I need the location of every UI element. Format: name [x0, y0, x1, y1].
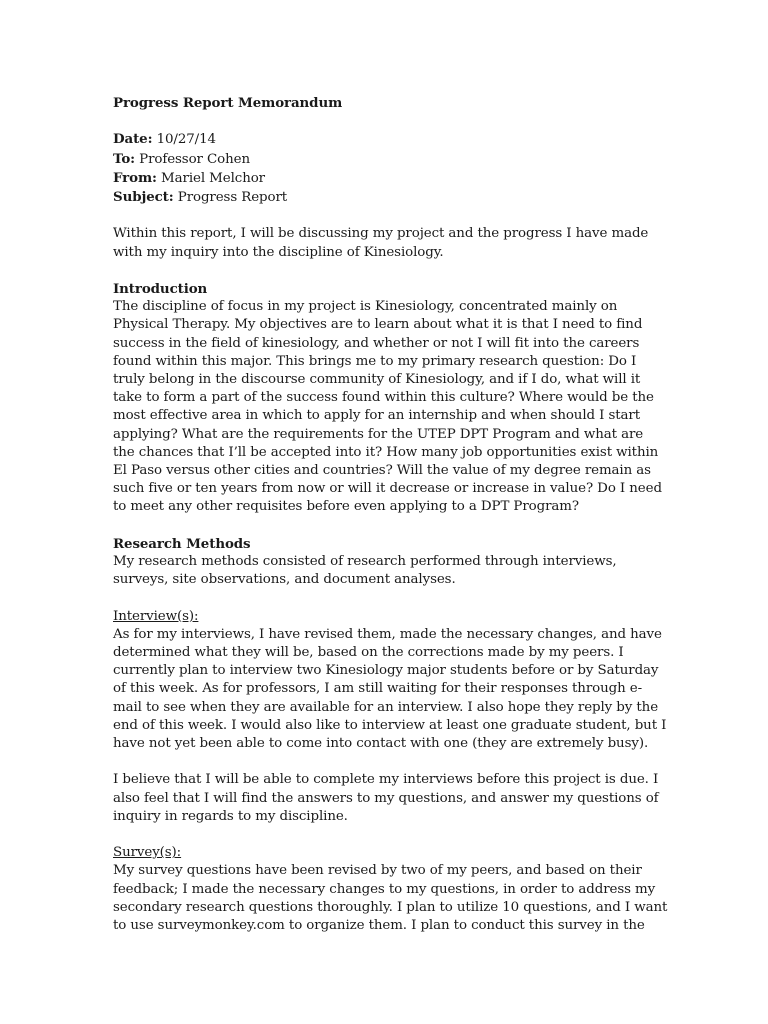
interviews-paragraph-1: As for my interviews, I have revised them, made the necessary changes, and have determined what they will be, based on the corrections made by my peers. I currently plan to interview two Kinesiology major students before or by Saturday of this week. As for professors, I am still waiting for their responses through e-mail to see when they are available for an interview. I also hope they reply by the end of this week. I would also like to interview at least one graduate student, but I have not yet been able to come into contact with one (they are extremely busy).: [113, 626, 667, 752]
surveys-paragraph: My survey questions have been revised by two of my peers, and based on their feedback; I made the necessary changes to my questions, in order to address my secondary research questions thoroughly. I plan to utilize 10 questions, and I want to use surveymonkey.com to organize them. I plan to conduct this survey in the: [113, 863, 668, 934]
subject-label: Subject:: [113, 189, 174, 205]
memo-subject-line: [113, 188, 668, 207]
surveys-heading: Survey(s):: [113, 845, 182, 861]
memo-title: Progress Report Memorandum: [113, 95, 343, 111]
to-value: Professor Cohen: [135, 151, 250, 167]
subject-value: Progress Report: [173, 190, 288, 205]
research-methods-paragraph: My research methods consisted of research performed through interviews, surveys, site observations, and document analyses.: [113, 554, 617, 588]
introduction-paragraph: The discipline of focus in my project is Kinesiology, concentrated mainly on Physical Therapy. My objectives are to learn about what it is that I need to find success in the field of kinesiology, and whether or not I will fit into the careers found within this major. This brings me to my primary research question: Do I truly belong in the discourse community of Kinesiology, and if I do, what will it take to form a part of the success found within this culture? Where would be the most effective area in which to apply for an internship and when should I start applying? What are the requirements for the UTEP DPT Program and what are the chances that I’ll be accepted into it? How many job opportunities exist within El Paso versus other cities and countries? Will the value of my degree remain as such five or ten years from now or will it decrease or increase in value? Do I need to meet any other requisites before even applying to a DPT Program?: [113, 299, 662, 515]
date-label: Date:: [113, 131, 153, 148]
interviews-heading: Interview(s):: [113, 608, 199, 624]
memo-date-line: [113, 130, 668, 149]
from-label: From:: [113, 169, 157, 186]
research-methods-heading: Research Methods: [113, 535, 251, 552]
memo-from-line: [113, 169, 668, 188]
date-value: 10/27/14: [152, 132, 216, 148]
introduction-heading: Introduction: [113, 280, 208, 297]
to-label: To:: [113, 150, 136, 167]
intro-paragraph: Within this report, I will be discussing my project and the progress I have made with my inquiry into the discipline of Kinesiology.: [113, 226, 649, 260]
from-value: Mariel Melchor: [156, 170, 265, 186]
memo-to-line: [113, 150, 668, 169]
interviews-paragraph-2: I believe that I will be able to complete my interviews before this project is due. I also feel that I will find the answers to my questions, and answer my questions of inquiry in regards to my discipline.: [113, 772, 659, 824]
memo-document: [113, 94, 668, 935]
